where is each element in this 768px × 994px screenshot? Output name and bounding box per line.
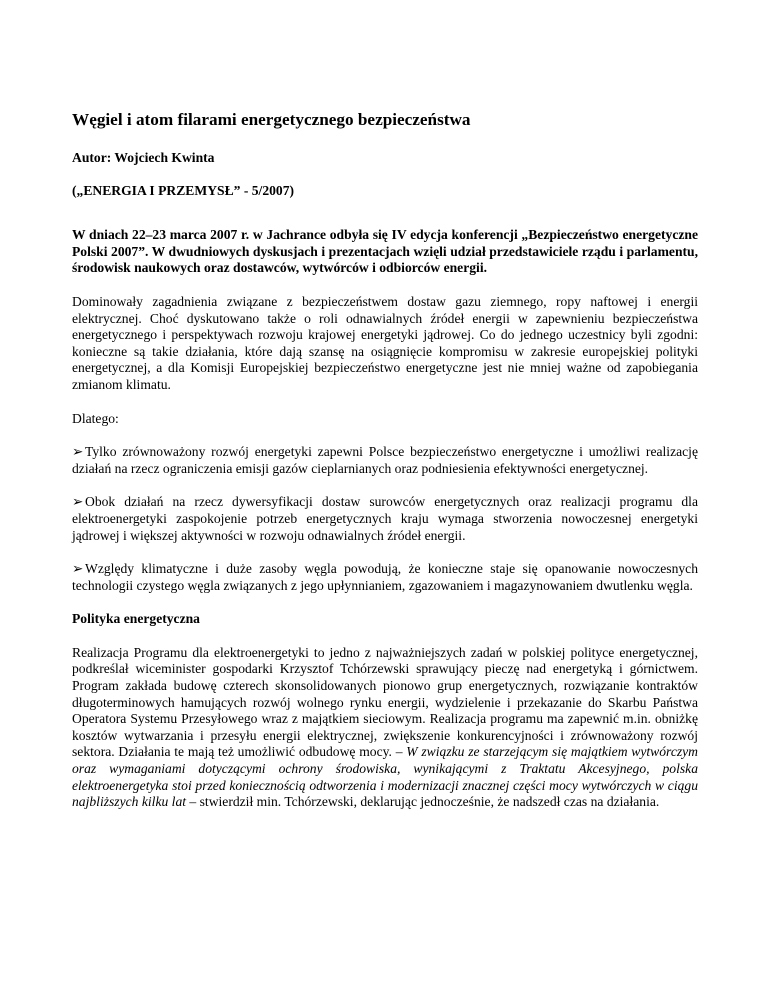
bullet-text-2: Obok działań na rzecz dywersyfikacji dostaw surowców energetycznych oraz realizacji programu dla elektroenergetyki zaspokojenie potrzeb energetycznych kraju wymaga stworzenia nowoczesnej energetyki jądrowej i większej aktywności w rozwoju odnawialnych źródeł energii. — [72, 494, 698, 543]
arrow-bullet-icon: ➢ — [72, 444, 84, 460]
lead-paragraph: W dniach 22–23 marca 2007 r. w Jachrance odbyła się IV edycja konferencji „Bezpieczeństwo energetyczne Polski 2007”. W dwudniowych dyskusjach i prezentacjach wzięli udział przedstawiciele rządu i parlamentu, środowisk naukowych oraz dostawców, wytwórców i odbiorców energii. — [72, 227, 698, 276]
section-text-part-1: Realizacja Programu dla elektroenergetyki to jedno z najważniejszych zadań w polskiej polityce energetycznej, podkreślał wiceminister gospodarki Krzysztof Tchórzewski sprawujący pieczę nad energetyką i górnictwem. Program zakłada budowę czterech skonsolidowanych pionowo grup energetycznych, rozwiązanie kontraktów długoterminowych hamujących rozwój wolnego rynku energii, wydzielenie i przekazanie do Skarbu Państwa Operatora Systemu Przesyłowego wraz z majątkiem sieciowym. Realizacja programu ma zapewnić m.in. obniżkę kosztów wytwarzania i przesyłu energii elektrycznej, zwiększenie konkurencyjności i zrównoważony rozwój sektora. Działania te mają też umożliwić odbudowę mocy. – — [72, 644, 698, 760]
section-paragraph — [72, 645, 698, 811]
bullet-text-3: Względy klimatyczne i duże zasoby węgla powodują, że konieczne staje się opanowanie nowoczesnych technologii czystego węgla związanych z jego upłynnianiem, zgazowaniem i magazynowaniem dwutlenku węgla. — [72, 561, 698, 593]
arrow-bullet-icon: ➢ — [72, 561, 84, 577]
document-title: Węgiel i atom filarami energetycznego bezpieczeństwa — [72, 110, 471, 129]
document-page — [72, 96, 698, 828]
bullet-item-3 — [72, 561, 698, 594]
section-heading: Polityka energetyczna — [72, 611, 200, 627]
bullet-item-2 — [72, 494, 698, 544]
section-quote: W związku ze starzejącym się majątkiem wytwórczym oraz wymaganiami dotyczącymi ochrony środowiska, wynikającymi z Traktatu Akcesyjnego, polska elektroenergetyka stoi przed koniecznością odtworzenia i modernizacji znacznej części mocy wytwórczych w ciągu najbliższych kilku lat — [72, 744, 698, 810]
arrow-bullet-icon: ➢ — [72, 494, 84, 510]
source-line: („ENERGIA I PRZEMYSŁ” - 5/2007) — [72, 182, 295, 198]
section-text-part-2: – stwierdził min. Tchórzewski, deklarując jednocześnie, że nadszedł czas na działania. — [186, 794, 660, 810]
bullet-item-1 — [72, 444, 698, 477]
bullet-text-1: Tylko zrównoważony rozwój energetyki zapewni Polsce bezpieczeństwo energetyczne i umożliwi realizację działań na rzecz ograniczenia emisji gazów cieplarnianych oraz podniesienia efektywności energetycznej. — [72, 444, 698, 476]
author-line: Autor: Wojciech Kwinta — [72, 150, 215, 165]
therefore-label: Dlatego: — [72, 410, 119, 426]
body-paragraph-1: Dominowały zagadnienia związane z bezpieczeństwem dostaw gazu ziemnego, ropy naftowej i energii elektrycznej. Choć dyskutowano także o roli odnawialnych źródeł energii w zapewnieniu bezpieczeństwa energetycznego i perspektywach rozwoju krajowej energetyki jądrowej. Co do jednego uczestnicy byli zgodni: konieczne są takie działania, które dają szansę na osiągnięcie kompromisu w zakresie europejskiej polityki energetycznej, a dla Komisji Europejskiej bezpieczeństwo energetyczne jest nie mniej ważne od zapobiegania zmianom klimatu. — [72, 293, 698, 392]
